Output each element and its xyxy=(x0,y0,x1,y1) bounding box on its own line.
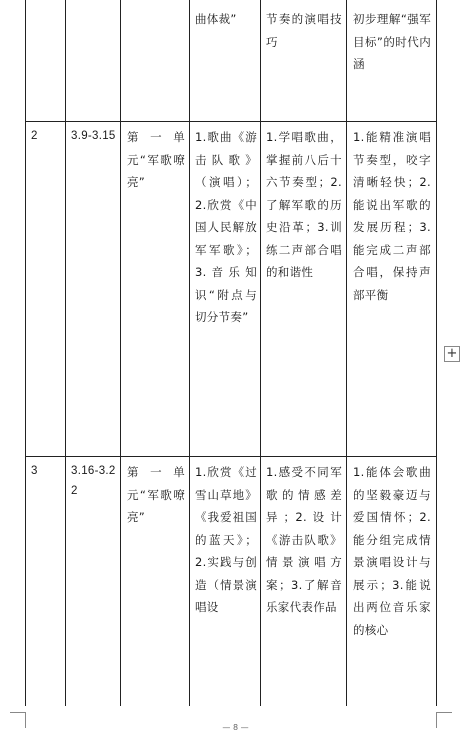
table-expand-button[interactable]: + xyxy=(444,346,460,362)
page-number: — 8 — xyxy=(222,723,249,732)
top-row-content: 曲体裁” xyxy=(195,12,237,26)
table-cell-goals: 1.能精准演唱节奏型，咬字清晰轻快；2.能说出军歌的发展历程；3.能完成二声部合唱，保持声部平衡 xyxy=(353,130,431,302)
table-cell-unit: 第一单元“军歌嘹亮” xyxy=(127,130,185,189)
top-row-goals: 初步理解“强军目标”的时代内涵 xyxy=(353,12,431,71)
table-cell-unit: 第一单元“军歌嘹亮” xyxy=(127,465,185,524)
table-border-col5 xyxy=(346,0,347,706)
row-divider xyxy=(25,456,437,457)
table-cell-content: 1.欣赏《过雪山草地》《我爱祖国的蓝天》；2.实践与创造（情景演唱设 xyxy=(195,465,257,614)
table-border-col2 xyxy=(120,0,121,706)
table-border-col3 xyxy=(189,0,190,706)
table-border-col1 xyxy=(65,0,66,706)
table-cell-week: 3 xyxy=(31,465,38,477)
table-border-right xyxy=(436,0,437,706)
table-cell-date: 3.9-3.15 xyxy=(71,130,116,142)
table-cell-goals: 1.能体会歌曲的坚毅豪迈与爱国情怀；2.能分组完成情景演唱设计与展示；3.能说出两位音乐家的核心 xyxy=(353,465,431,637)
table-cell-content: 1.歌曲《游击队歌》（演唱）；2.欣赏《中国人民解放军军歌》；3.音乐知识“附点与切分节奏” xyxy=(195,130,257,324)
table-border-col4 xyxy=(260,0,261,706)
top-row-activities: 节奏的演唱技巧 xyxy=(266,12,342,49)
crop-mark xyxy=(10,712,26,713)
row-divider xyxy=(25,121,437,122)
table-cell-activities: 1.感受不同军歌的情感差异；2.设计《游击队歌》情景演唱方案；3.了解音乐家代表作品 xyxy=(266,465,342,614)
table-border-left xyxy=(25,0,26,706)
crop-mark xyxy=(436,712,452,713)
table-cell-week: 2 xyxy=(31,130,38,142)
table-cell-date: 3.16-3.22 xyxy=(71,465,116,497)
table-cell-activities: 1.学唱歌曲，掌握前八后十六节奏型；2.了解军歌的历史沿革；3.训练二声部合唱的和谐性 xyxy=(266,130,342,279)
